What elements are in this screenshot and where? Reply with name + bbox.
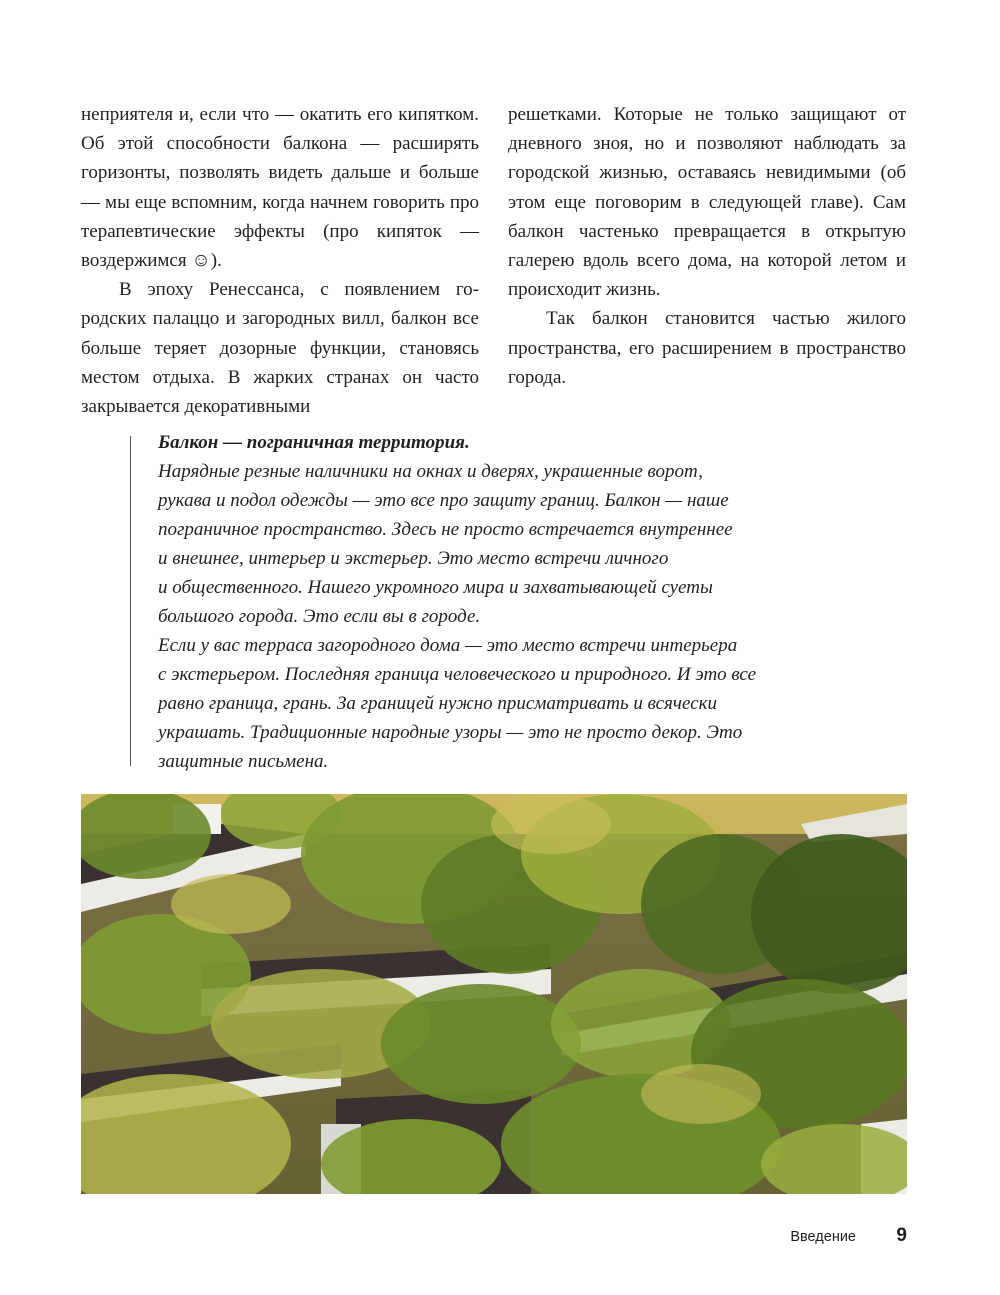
quote-line: рукава и подол одежды — это все про защиту границ. Балкон — наше [158,490,729,511]
right-paragraph-1: решетками. Которые не только защищают от дневного зноя, но и позволяют наблюдать за городской жизнью, оставаясь невидимыми (об этом еще поговорим в следующей главе). Сам балкон частенько превращается в открытую галерею вдоль всего дома, на которой летом и происходит жизнь. [508,104,906,301]
quote-title: Балкон — пограничная территория. [158,432,470,453]
quote-line: украшать. Традиционные народные узоры — это не просто декор. Это [158,722,743,743]
left-text-column [81,100,479,421]
quote-line: большого города. Это если вы в городе. [158,606,481,627]
balcony-greenery-photo [81,794,907,1194]
quote-line: с экстерьером. Последняя граница человеческого и природного. И это все [158,664,757,685]
quote-rule [130,436,131,766]
quote-line: и внешнее, интерьер и экстерьер. Это место встречи личного [158,548,669,569]
quote-line: защитные письмена. [158,751,329,772]
photo-illustration [81,794,907,1194]
quote-line: Нарядные резные наличники на окнах и дверях, украшенные ворот, [158,461,703,482]
quote-line: Если у вас терраса загородного дома — это место встречи интерьера [158,635,738,656]
quote-line: и общественного. Нашего укромного мира и захватывающей суеты [158,577,713,598]
footer-section-title: Введение [790,1229,856,1245]
page-number: 9 [896,1225,907,1246]
quote-line: пограничное пространство. Здесь не просто встречается внутреннее [158,519,733,540]
right-text-column [508,100,906,392]
left-paragraph-1: неприятеля и, если что — окатить его кипятком. Об этой способности балкона — расширять горизонты, позволять видеть дальше и больше — мы еще вспомним, когда начнем говорить про терапевтические эффекты (про кипяток — воздержимся ☺). [81,104,479,272]
quote-line: равно граница, грань. За границей нужно присматривать и всячески [158,693,717,714]
right-paragraph-2: Так балкон становится частью жилого пространства, его расширением в пространство города. [508,308,906,388]
pull-quote [158,428,858,776]
left-paragraph-2: В эпоху Ренессанса, с появлением городских палаццо и загородных вилл, балкон все больше теряет дозорные функции, становясь местом отдыха. В жарких странах он часто закрывается декоративными [81,279,479,418]
